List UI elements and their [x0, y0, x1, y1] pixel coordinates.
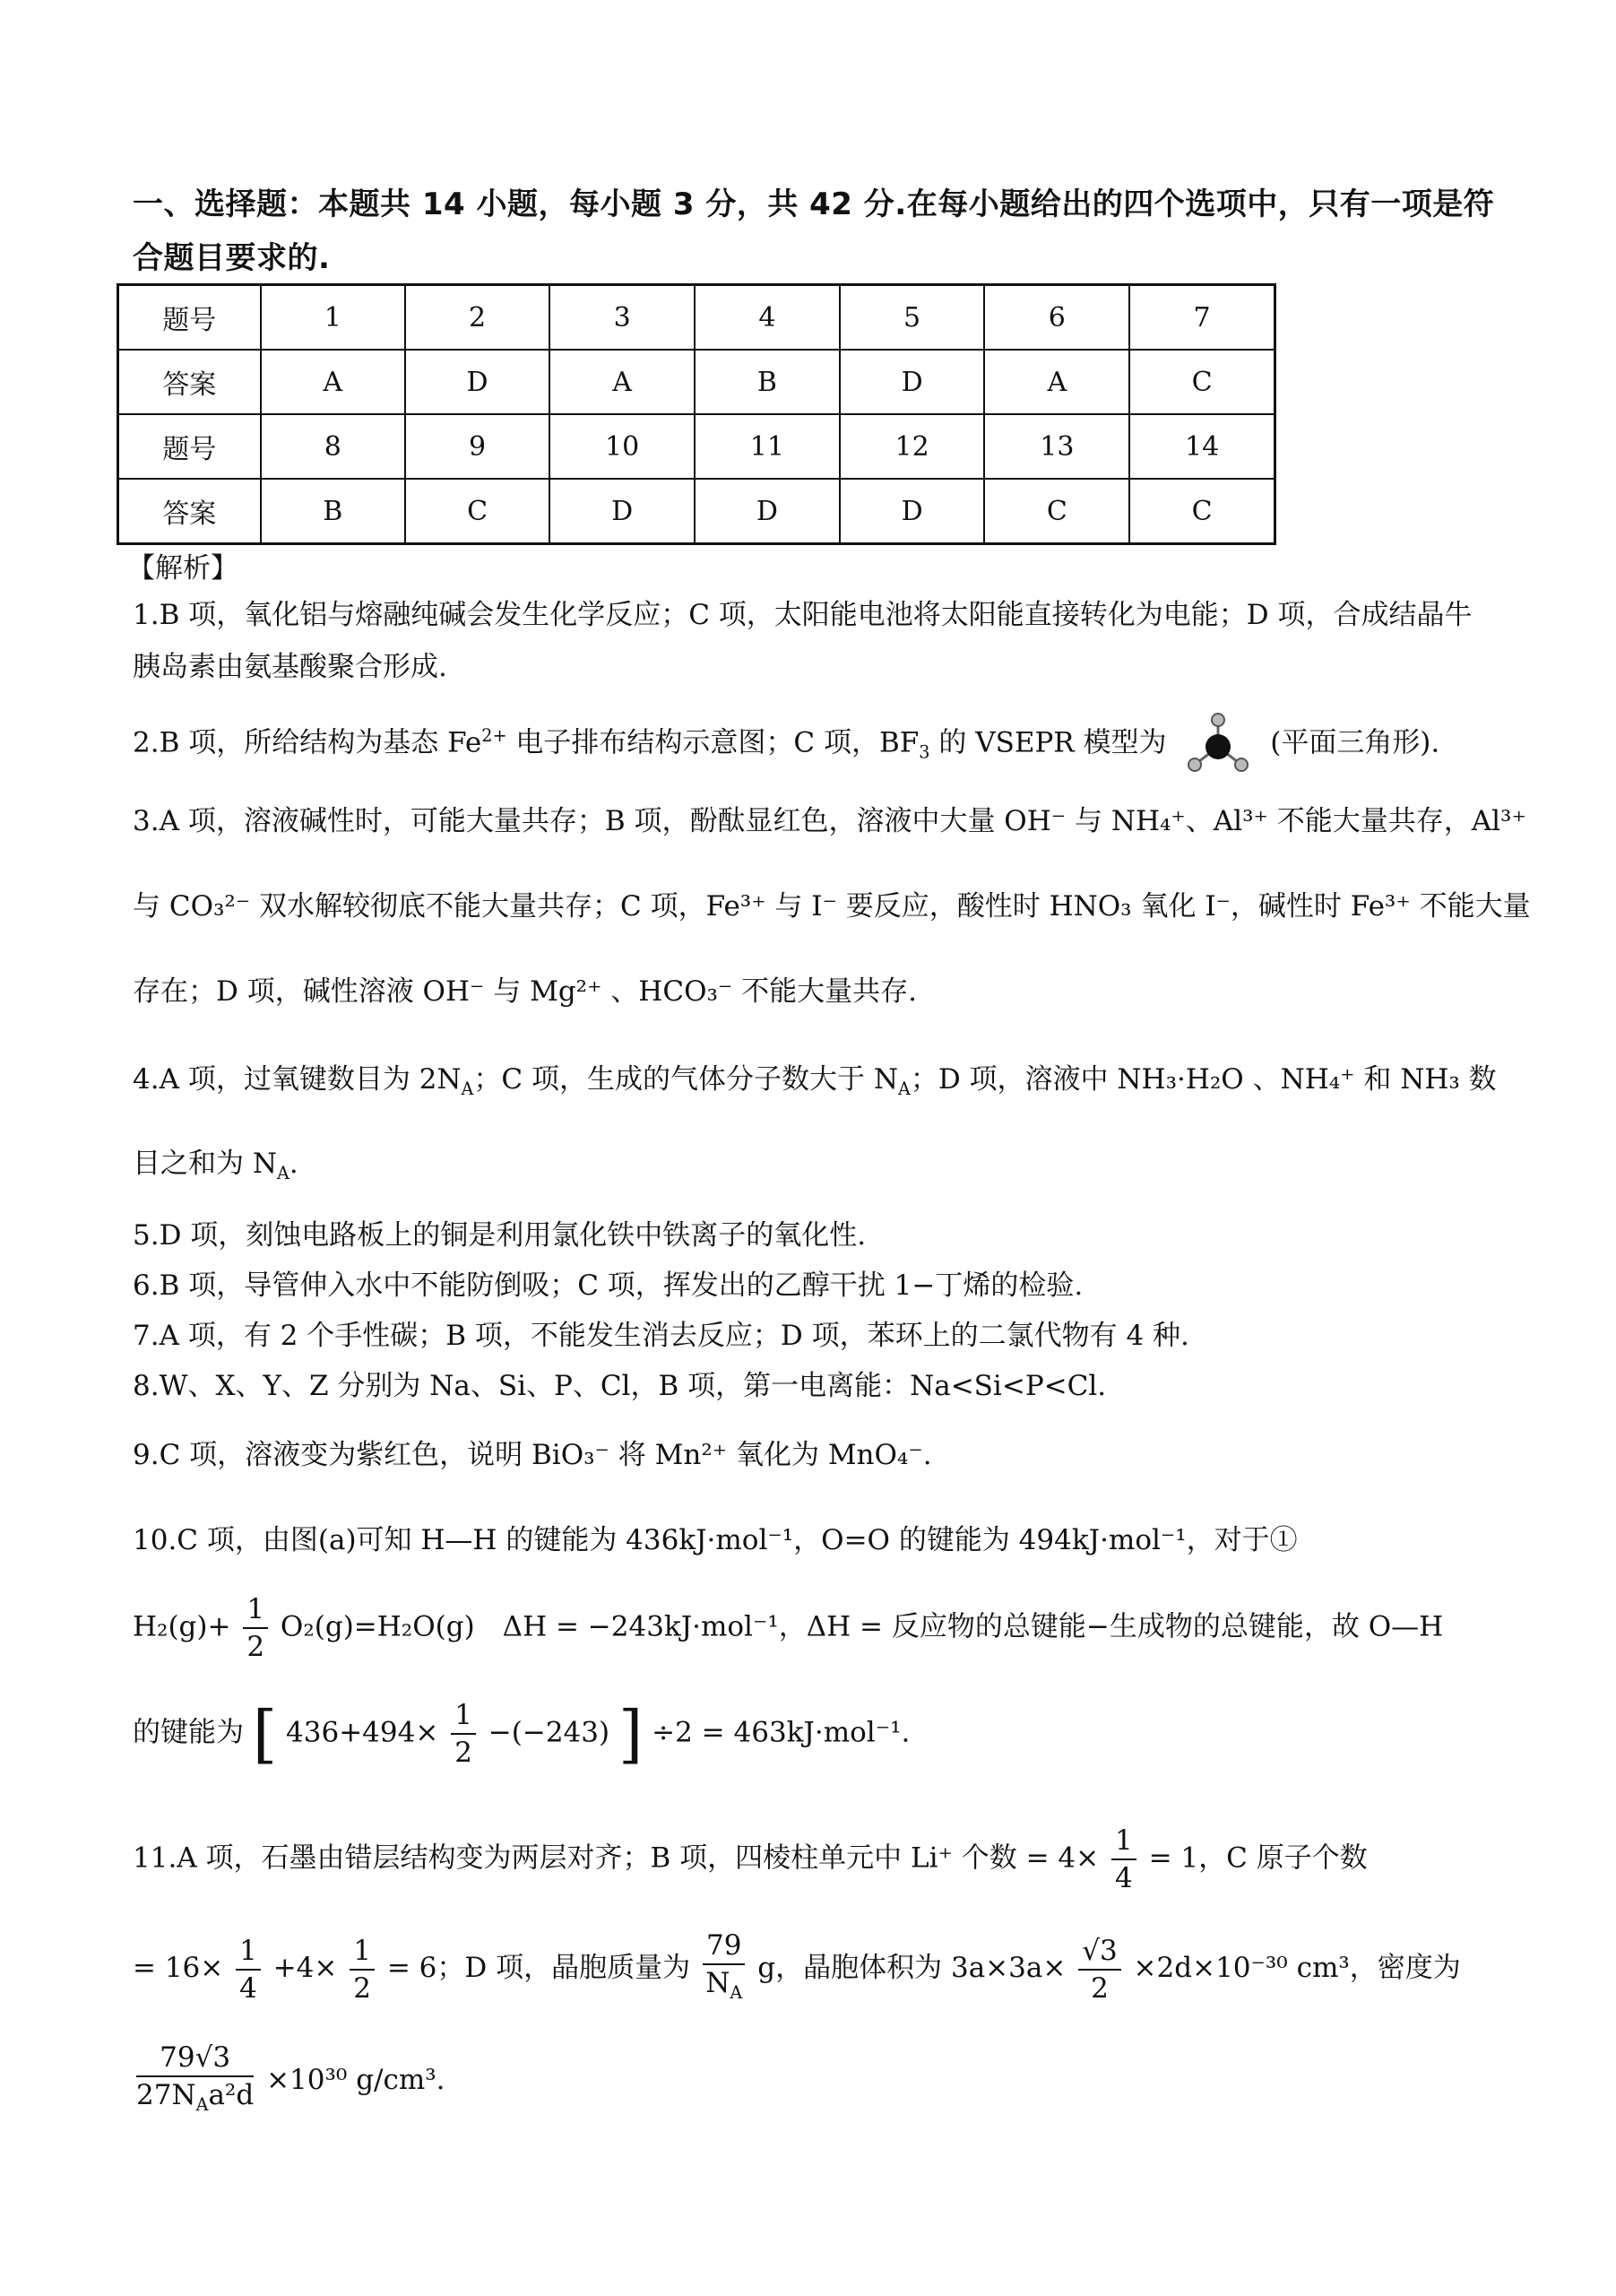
table-cell: 10 — [549, 414, 695, 479]
table-row-header: 答案 — [118, 350, 261, 414]
q10-line-2 — [133, 1591, 1513, 1665]
table-cell: 2 — [405, 285, 549, 351]
table-cell: 6 — [984, 285, 1129, 351]
table-row-header: 题号 — [118, 285, 261, 351]
table-cell: 11 — [695, 414, 840, 479]
q6-line: 6.B 项，导管伸入水中不能防倒吸；C 项，挥发出的乙醇干扰 1−丁烯的检验. — [133, 1269, 1084, 1302]
table-cell: A — [984, 350, 1129, 414]
q10-equation: O₂(g)=H₂O(g) ΔH = −243kJ·mol⁻¹，ΔH = 反应物的总键能−生成物的总键能，故 O—H — [280, 1610, 1444, 1643]
q2-text-d: (平面三角形). — [1270, 726, 1440, 759]
q11-volume-rest: ×2d×10⁻³⁰ cm³，密度为 — [1133, 1952, 1461, 1985]
q10-line-1: 10.C 项，由图(a)可知 H—H 的键能为 436kJ·mol⁻¹，O=O 的键能为 494kJ·mol⁻¹，对于① — [133, 1524, 1298, 1556]
frac-num: 1 — [451, 1697, 476, 1735]
fraction-half-3 — [350, 1933, 375, 2006]
right-bracket-icon: ] — [618, 1697, 644, 1771]
table-cell: 9 — [405, 414, 549, 479]
q11-text-b: = 1，C 原子个数 — [1148, 1841, 1368, 1875]
jiexi-label: 【解析】 — [127, 552, 238, 585]
table-cell: C — [1129, 479, 1275, 544]
q11-line-2 — [133, 1928, 1513, 2011]
q10-minus: −(−243) — [488, 1716, 610, 1749]
table-cell: D — [840, 479, 985, 544]
q10-result: ÷2 = 463kJ·mol⁻¹. — [652, 1716, 911, 1749]
frac-den: $27N_Aa^2d$ — [136, 2079, 255, 2116]
q11-density-rest: ×10³⁰ g/cm³. — [266, 2064, 445, 2097]
q11-volume-label: g，晶胞体积为 3a×3a× — [757, 1952, 1067, 1985]
table-cell: 1 — [261, 285, 405, 351]
q9-line: 9.C 项，溶液变为紫红色，说明 BiO₃⁻ 将 Mn²⁺ 氧化为 MnO₄⁻. — [133, 1439, 932, 1471]
frac-num: 79√3 — [136, 2040, 254, 2077]
q4-line-1: 4.A 项，过氧键数目为 $2N_A$；C 项，生成的气体分子数大于 $N_A$；D 项，溶液中 NH₃·H₂O 、NH₄⁺ 和 NH₃ 数 — [133, 1063, 1497, 1100]
table-row — [118, 350, 1275, 414]
table-cell: 4 — [695, 285, 840, 351]
answer-table — [117, 283, 1276, 545]
fraction-sqrt3-2 — [1078, 1933, 1120, 2006]
table-row — [118, 479, 1275, 544]
q2-text-b: 电子排布结构示意图；C 项，BF — [506, 726, 920, 759]
table-cell: C — [1129, 350, 1275, 414]
q10-bond-label: 的键能为 — [133, 1716, 244, 1749]
frac-den: 2 — [246, 1631, 265, 1663]
frac-den: 4 — [1115, 1862, 1133, 1894]
q10-sum: 436+494× — [286, 1716, 439, 1749]
frac-den: 2 — [454, 1737, 472, 1769]
q5-line: 5.D 项，刻蚀电路板上的铜是利用氯化铁中铁离子的氧化性. — [133, 1219, 867, 1252]
q2-sub: 3 — [919, 741, 930, 763]
left-bracket-icon: [ — [252, 1697, 278, 1771]
q3-line-2: 与 CO₃²⁻ 双水解较彻底不能大量共存；C 项，Fe³⁺ 与 I⁻ 要反应，酸性时 HNO₃ 氧化 I⁻，碱性时 Fe³⁺ 不能大量 — [133, 890, 1531, 923]
table-cell: B — [261, 479, 405, 544]
frac-den: 2 — [353, 1971, 371, 2005]
q2-text-a: 2.B 项，所给结构为基态 Fe — [133, 726, 482, 759]
q10-line-3 — [133, 1697, 1513, 1771]
q2-text-c: 的 VSEPR 模型为 — [929, 726, 1167, 759]
frac-num: 79 — [703, 1928, 745, 1965]
table-cell: 12 — [840, 414, 985, 479]
table-row-header: 答案 — [118, 479, 261, 544]
q2-sup: 2+ — [481, 725, 507, 747]
table-cell: D — [695, 479, 840, 544]
table-row — [118, 285, 1275, 351]
q10-h2: H₂(g)+ — [133, 1610, 231, 1643]
trigonal-planar-molecule-icon — [1182, 713, 1254, 775]
table-cell: B — [695, 350, 840, 414]
table-cell: 8 — [261, 414, 405, 479]
table-cell: 14 — [1129, 414, 1275, 479]
table-cell: 7 — [1129, 285, 1275, 351]
frac-num: 1 — [350, 1933, 375, 1971]
table-cell: C — [405, 479, 549, 544]
table-cell: A — [549, 350, 695, 414]
q3-line-1: 3.A 项，溶液碱性时，可能大量共存；B 项，酚酞显红色，溶液中大量 OH⁻ 与 NH₄⁺、Al³⁺ 不能大量共存，Al³⁺ — [133, 805, 1526, 837]
frac-den: 2 — [1091, 1971, 1109, 2005]
fraction-half-2 — [451, 1697, 476, 1771]
frac-den: $N_A$ — [705, 1967, 743, 2004]
table-cell: D — [840, 350, 985, 414]
fraction-half — [243, 1591, 268, 1665]
q2-line — [133, 713, 1513, 775]
q8-line: 8.W、X、Y、Z 分别为 Na、Si、P、Cl，B 项，第一电离能：Na<Si<P<Cl. — [133, 1370, 1107, 1402]
q11-line-3 — [133, 2040, 1513, 2123]
table-cell: A — [261, 350, 405, 414]
table-cell: 13 — [984, 414, 1129, 479]
frac-num: √3 — [1078, 1933, 1120, 1971]
table-cell: C — [984, 479, 1129, 544]
frac-den: 4 — [239, 1971, 257, 2005]
q4-line-2: 目之和为 $N_A$. — [133, 1148, 298, 1184]
q7-line: 7.A 项，有 2 个手性碳；B 项，不能发生消去反应；D 项，苯环上的二氯代物有 4 种. — [133, 1320, 1189, 1352]
table-cell: D — [405, 350, 549, 414]
q11-text-a: 11.A 项，石墨由错层结构变为两层对齐；B 项，四棱柱单元中 Li⁺ 个数 = 4× — [133, 1841, 1100, 1875]
q1-line-1: 1.B 项，氧化铝与熔融纯碱会发生化学反应；C 项，太阳能电池将太阳能直接转化为电能；D 项，合成结晶牛 — [133, 599, 1473, 631]
fraction-quarter — [1111, 1823, 1136, 1896]
fraction-density — [136, 2040, 254, 2123]
q11-line-1 — [133, 1823, 1513, 1896]
q3-line-3: 存在；D 项，碱性溶液 OH⁻ 与 Mg²⁺ 、HCO₃⁻ 不能大量共存. — [133, 975, 917, 1008]
table-row — [118, 414, 1275, 479]
fraction-quarter-2 — [236, 1933, 261, 2006]
table-cell: 3 — [549, 285, 695, 351]
table-row-header: 题号 — [118, 414, 261, 479]
section-heading: 一、选择题：本题共 14 小题，每小题 3 分，共 42 分.在每小题给出的四个选项中，只有一项是符合题目要求的. — [133, 186, 1495, 276]
frac-num: 1 — [243, 1591, 268, 1629]
frac-num: 1 — [1111, 1823, 1136, 1860]
q11-plus: +4× — [272, 1952, 338, 1985]
q11-mass-label: = 6；D 项，晶胞质量为 — [386, 1952, 691, 1985]
frac-num: 1 — [236, 1933, 261, 1971]
q11-c-count: = 16× — [133, 1952, 224, 1985]
fraction-mass — [703, 1928, 745, 2011]
q1-line-2: 胰岛素由氨基酸聚合形成. — [133, 651, 447, 683]
table-cell: D — [549, 479, 695, 544]
table-cell: 5 — [840, 285, 985, 351]
